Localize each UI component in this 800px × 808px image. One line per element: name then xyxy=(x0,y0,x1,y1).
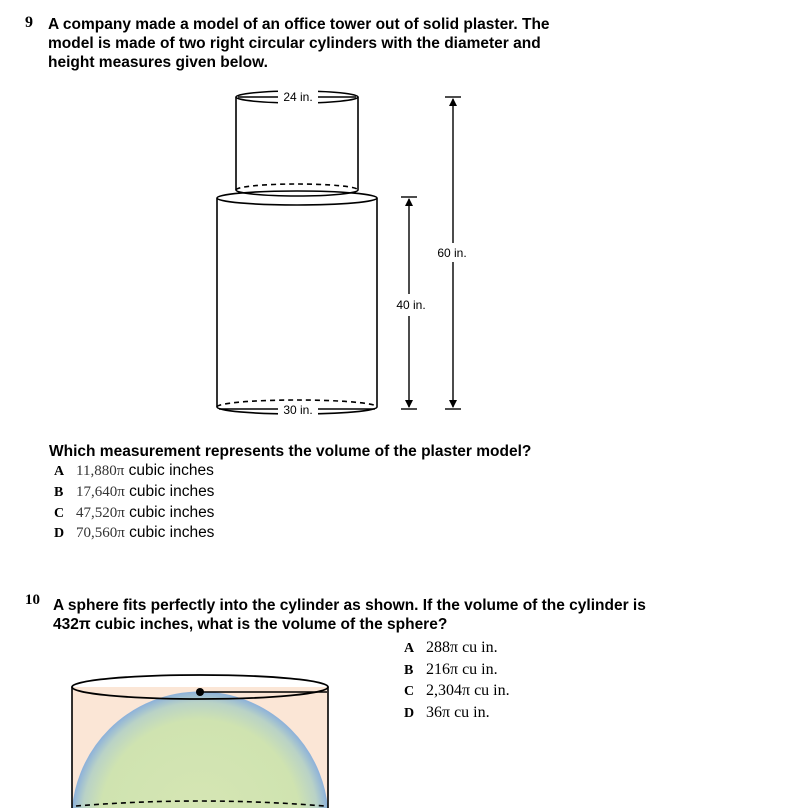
choice-unit: cubic inches xyxy=(129,524,215,541)
choice-value: 70,560π xyxy=(76,525,125,541)
choice-value: 11,880π xyxy=(76,463,125,479)
answer-choice-a[interactable] xyxy=(404,638,498,659)
choice-value: 2,304π cu in. xyxy=(426,682,510,699)
question-prompt xyxy=(53,596,646,634)
bottom-height-label: 40 in. xyxy=(396,298,426,312)
choice-letter: C xyxy=(54,506,65,521)
choice-value: 216π cu in. xyxy=(426,661,498,678)
total-height-label: 60 in. xyxy=(437,246,467,260)
prompt-line: model is made of two right circular cylinders with the diameter and xyxy=(48,35,541,52)
question-number: 10 xyxy=(25,592,40,608)
choice-unit: cubic inches xyxy=(129,504,215,521)
question-number: 9 xyxy=(25,14,33,31)
choice-unit: cubic inches xyxy=(128,462,214,479)
prompt-line: 432π cubic inches, what is the volume of the sphere? xyxy=(53,616,448,633)
answer-choice-b[interactable] xyxy=(54,482,214,503)
sphere-in-cylinder-figure xyxy=(0,660,800,808)
prompt-line: A company made a model of an office tower out of solid plaster. The xyxy=(48,16,550,33)
choice-letter: B xyxy=(54,485,64,500)
question-stem: Which measurement represents the volume of the plaster model? xyxy=(49,443,532,460)
choice-letter: A xyxy=(54,464,65,479)
choice-letter: D xyxy=(404,706,415,721)
choice-value: 36π cu in. xyxy=(426,704,490,721)
answer-choice-c[interactable] xyxy=(54,503,214,524)
choice-letter: C xyxy=(404,684,415,699)
choice-value: 47,520π xyxy=(76,505,125,521)
choice-unit: cubic inches xyxy=(129,483,215,500)
choice-letter: A xyxy=(404,641,415,656)
answer-choice-a[interactable] xyxy=(54,461,214,482)
bottom-diameter-label: 30 in. xyxy=(283,403,313,417)
answer-choice-d[interactable] xyxy=(54,523,214,544)
prompt-line: height measures given below. xyxy=(48,54,268,71)
prompt-line: A sphere fits perfectly into the cylinder as shown. If the volume of the cylinder is xyxy=(53,597,646,614)
choice-letter: B xyxy=(404,663,414,678)
choice-value: 17,640π xyxy=(76,484,125,500)
choice-letter: D xyxy=(54,526,65,541)
choice-value: 288π cu in. xyxy=(426,639,498,656)
top-diameter-label: 24 in. xyxy=(283,90,313,104)
